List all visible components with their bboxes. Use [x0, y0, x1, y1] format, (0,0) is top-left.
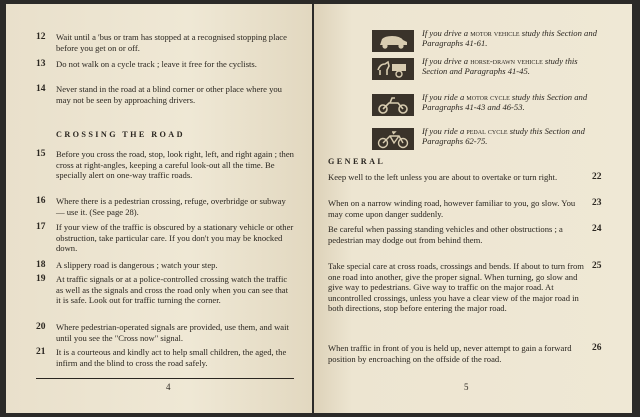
paragraph-text: Be careful when passing standing vehicles and other obstructions ; a pedestrian may dodge out from behind them.: [328, 224, 563, 245]
paragraph-number: 15: [36, 149, 46, 159]
paragraph-text: At traffic signals or at a police-controlled crossing watch the traffic as well as the signals and cross the road only when you can see that it is safe. Look out for traffic turning the corner.: [56, 274, 288, 306]
paragraph-number: 17: [36, 222, 46, 232]
guide-text: [422, 92, 598, 113]
page-number: 4: [166, 382, 171, 392]
paragraph-number: 12: [36, 32, 46, 42]
guide-text-part: If you ride a: [422, 92, 467, 102]
paragraph-text: Wait until a 'bus or tram has stopped at a recognised stopping place before you get on or off.: [56, 32, 287, 53]
paragraph-text: Where there is a pedestrian crossing, refuge, overbridge or subway — use it. (See page 28).: [56, 196, 286, 217]
paragraph-text: Never stand in the road at a blind corner or other place where you may not be seen by approaching drivers.: [56, 84, 282, 105]
section-heading: CROSSING THE ROAD: [56, 130, 185, 139]
bicycle-icon: [372, 128, 414, 150]
guide-text-part: If you drive a: [422, 28, 471, 38]
paragraph-number: 19: [36, 274, 46, 284]
paragraph-number: 13: [36, 59, 46, 69]
guide-vehicle-type: motor vehicle: [470, 28, 520, 38]
guide-text-part: study this Section and Paragraphs 41-43 and 46-53.: [422, 92, 588, 113]
guide-text: [422, 28, 598, 49]
paragraph-text: When on a narrow winding road, however familiar to you, go slow. You may come upon danger suddenly.: [328, 198, 576, 219]
paragraph-number: 18: [36, 260, 46, 270]
paragraph-number: 24: [592, 224, 602, 234]
guide-text: [422, 56, 598, 77]
paragraph-text: When traffic in front of you is held up, never attempt to gain a forward position by encroaching on the offside of the road.: [328, 343, 572, 364]
guide-vehicle-type: horse-drawn vehicle: [470, 56, 543, 66]
paragraph-text: Before you cross the road, stop, look right, left, and right again ; then cross at right-angles, keeping a careful look-out all the time. Be specially alert on one-way traffic roads.: [56, 149, 294, 181]
guide-text: [422, 126, 598, 147]
guide-text-part: study this Section and Paragraphs 41-61.: [422, 28, 597, 49]
guide-vehicle-type: motor cycle: [466, 92, 510, 102]
paragraph-number: 20: [36, 322, 46, 332]
paragraph-number: 22: [592, 172, 602, 182]
paragraph-text: A slippery road is dangerous ; watch your step.: [56, 260, 218, 270]
guide-vehicle-type: pedal cycle: [466, 126, 508, 136]
paragraph-text: Take special care at cross roads, crossings and bends. If about to turn from one road into another, give the proper signal. When turning, go slow and give way to pedestrians. Give way to traffic on the major road. At uncontrolled crossings, unless you have a clear view of the major road in both directions, stop before entering the major road.: [328, 261, 584, 314]
guide-text-part: If you drive a: [422, 56, 471, 66]
paragraph-text: If your view of the traffic is obscured by a stationary vehicle or other obstruction, take particular care. If you don't you may be knocked down.: [56, 222, 294, 254]
guide-text-part: study this Section and Paragraphs 62-75.: [422, 126, 585, 147]
section-heading: GENERAL: [328, 157, 386, 166]
paragraph-text: Do not walk on a cycle track ; leave it free for the cyclists.: [56, 59, 257, 69]
guide-text-part: If you ride a: [422, 126, 467, 136]
page-number: 5: [464, 382, 469, 392]
paragraph-text: Keep well to the left unless you are about to overtake or turn right.: [328, 172, 558, 182]
paragraph-number: 21: [36, 347, 46, 357]
paragraph-text: Where pedestrian-operated signals are provided, use them, and wait until you see the "Cross now" signal.: [56, 322, 289, 343]
left-page: [6, 4, 312, 413]
guide-text-part: study this Section and Paragraphs 41-45.: [422, 56, 578, 77]
paragraph-number: 25: [592, 261, 602, 271]
car-icon: [372, 30, 414, 52]
paragraph-number: 16: [36, 196, 46, 206]
right-page: [314, 4, 632, 413]
footer-rule: [36, 378, 294, 379]
paragraph-text: It is a courteous and kindly act to help small children, the aged, the infirm and the blind to cross the road safely.: [56, 347, 287, 368]
horse-cart-icon: [372, 58, 414, 80]
motorcycle-icon: [372, 94, 414, 116]
paragraph-number: 26: [592, 343, 602, 353]
paragraph-number: 14: [36, 84, 46, 94]
paragraph-number: 23: [592, 198, 602, 208]
